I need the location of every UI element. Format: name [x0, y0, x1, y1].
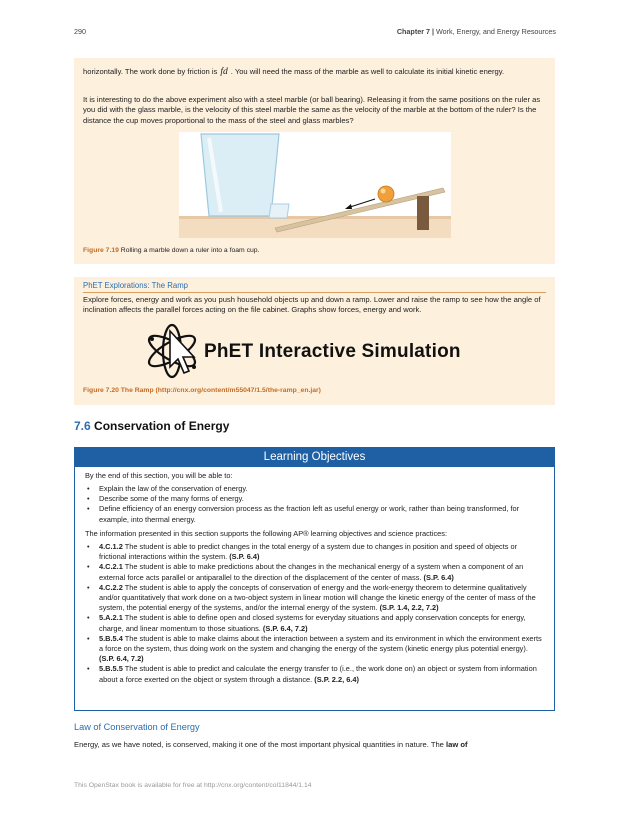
ap-practice: (S.P. 6.4, 7.2)	[99, 654, 144, 664]
list-item	[99, 542, 544, 562]
learning-objectives-box	[74, 447, 555, 711]
figure-7-20-caption[interactable]: Figure 7.20 The Ramp (http://cnx.org/content/m55047/1.5/the-ramp_en.jar)	[83, 387, 321, 394]
ap-text: The student is able to apply the concepts of conservation of energy and the work-energy theorem to determine qualitatively and/or quantitatively that work done on a two-object system in linear motion will change the kinetic energy of the center of mass of the system, the potential energy of the systems, and/or the internal energy of the system.	[99, 582, 536, 613]
ap-practice: (S.P. 6.4, 7.2)	[262, 623, 308, 633]
ap-text: The student is able to predict and calculate the energy transfer to (i.e., the work done on) an object or system from information about a force exerted on the object or system through a distance.	[99, 664, 537, 684]
ap-code: 4.C.2.2	[99, 582, 123, 592]
chapter-separator: |	[430, 27, 437, 36]
body-paragraph	[74, 740, 468, 749]
experiment-paragraph-2: It is interesting to do the above experiment also with a steel marble (or ball bearing). Releasing it from the same positions on the ruler as you did with the glass marble, is the velocity of this steel marble the same as the velocity of the marble at the bottom of the ruler? Is the distance the cup moves proportional to the mass of the steel and glass marbles?	[83, 95, 541, 125]
ap-text: The student is able to define open and closed systems for everyday situations and apply conservation concepts for energy, charge, and linear momentum to those situations.	[99, 613, 526, 633]
lo-intro: By the end of this section, you will be able to:	[85, 471, 233, 480]
phet-atom-cursor-icon[interactable]	[142, 321, 212, 379]
list-item	[99, 664, 544, 684]
ap-text: The student is able to make predictions about the changes in the mechanical energy of a system when a component of an external force acts parallel or antiparallel to the direction of the displacement of the center of mass.	[99, 562, 524, 582]
figure-marble-ruler-cup	[179, 132, 451, 238]
ap-text: The student is able to predict changes in the total energy of a system due to changes in position and speed of objects or frictional interactions within the system.	[99, 542, 518, 562]
list-item	[99, 634, 544, 665]
ap-practice: (S.P. 6.4)	[229, 552, 260, 562]
ap-practice: (S.P. 1.4, 2.2, 7.2)	[379, 603, 439, 613]
phet-simulation-link-text[interactable]: PhET Interactive Simulation	[204, 341, 461, 362]
experiment-paragraph-1	[83, 67, 549, 77]
section-title: Conservation of Energy	[90, 419, 230, 433]
ap-practice: (S.P. 6.4)	[423, 572, 454, 582]
list-item: • Define efficiency of an energy conversion process as the fraction left as useful energy or work, rather than being transformed, for example, into thermal energy.	[99, 504, 544, 524]
experiment-box	[74, 58, 555, 264]
ap-code: 5.B.5.4	[99, 633, 123, 643]
p1-text-b: . You will need the mass of the marble as well to calculate its initial kinetic energy.	[230, 67, 505, 76]
list-item	[99, 613, 544, 633]
ap-practice: (S.P. 2.2, 6.4)	[314, 674, 359, 684]
title-rule	[83, 292, 546, 293]
ap-code: 4.C.1.2	[99, 542, 123, 551]
page-header	[74, 27, 556, 37]
body-text: Energy, as we have noted, is conserved, making it one of the most important physical quantities in nature. The	[74, 740, 447, 749]
ap-text: The student is able to make claims about the interaction between a system and its environment in which the environment exerts a force on the system, thus doing work on the system and changing the energy of the system (kinetic energy plus potential energy).	[99, 633, 542, 654]
page-number: 290	[74, 27, 86, 36]
section-number: 7.6	[74, 419, 91, 433]
list-item	[99, 583, 544, 614]
phet-description: Explore forces, energy and work as you push household objects up and down a ramp. Lower and raise the ramp to see how the angle of inclination affects the parallel forces acting on the file cabinet. Graphs show forces, energy and work.	[83, 295, 541, 315]
learning-objectives-heading: Learning Objectives	[75, 448, 554, 467]
math-fd: fd	[220, 67, 228, 77]
ap-code: 4.C.2.1	[99, 562, 123, 572]
ap-code: 5.A.2.1	[99, 613, 123, 623]
chapter-prefix: Chapter 7	[396, 27, 430, 36]
ap-code: 5.B.5.5	[99, 664, 123, 674]
subsection-heading: Law of Conservation of Energy	[74, 722, 200, 732]
ap-intro: The information presented in this section supports the following AP® learning objectives and science practices:	[85, 529, 448, 538]
phet-box-title: PhET Explorations: The Ramp	[83, 281, 189, 290]
list-item: • Describe some of the many forms of energy.	[99, 494, 544, 504]
list-item: • Explain the law of the conservation of energy.	[99, 484, 544, 494]
figure-label: Figure 7.19	[83, 247, 119, 254]
chapter-title: Work, Energy, and Energy Resources	[436, 27, 556, 36]
chapter-running-head	[397, 27, 556, 36]
body-bold-term: law of	[446, 740, 468, 749]
p1-text-a: horizontally. The work done by friction is	[83, 67, 218, 76]
figure-7-19-caption	[83, 246, 259, 255]
ap-objectives-list	[99, 542, 544, 685]
list-item	[99, 562, 544, 582]
figure-caption-text: Rolling a marble down a ruler into a foam cup.	[118, 247, 260, 254]
phet-box	[74, 277, 555, 405]
objectives-list	[99, 484, 544, 525]
page-footer: This OpenStax book is available for free at http://cnx.org/content/col11844/1.14	[74, 782, 312, 789]
section-heading	[74, 419, 229, 433]
